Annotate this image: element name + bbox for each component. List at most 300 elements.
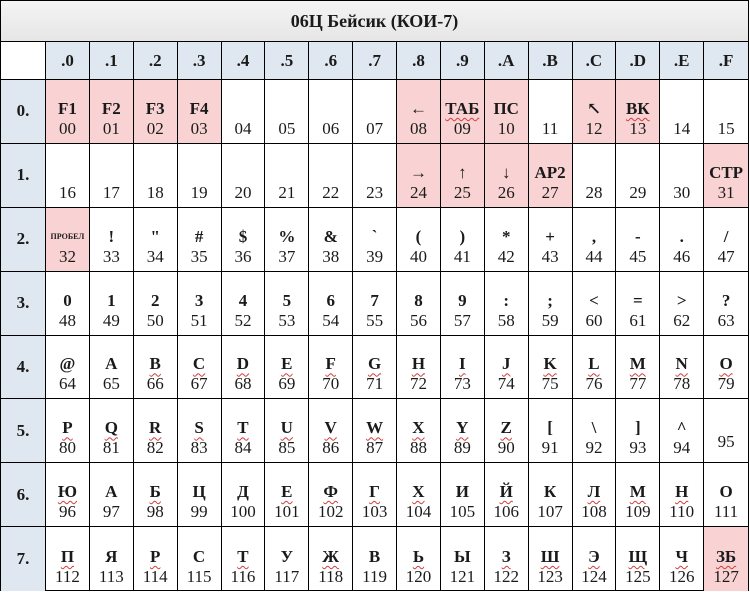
code-glyph: → (409, 162, 427, 182)
code-number: 126 (668, 567, 695, 586)
code-cell (353, 463, 397, 527)
code-number: 43 (541, 246, 559, 266)
code-cell (616, 272, 660, 336)
code-glyph: F (325, 354, 336, 374)
code-number: 116 (230, 567, 256, 586)
code-cell (441, 80, 485, 144)
code-glyph: F1 (57, 98, 77, 118)
code-number: 71 (366, 374, 384, 394)
code-cell (265, 336, 309, 400)
code-cell (265, 208, 309, 272)
code-cell (309, 144, 353, 208)
column-header: .2 (134, 42, 178, 80)
code-number: 76 (585, 374, 603, 394)
code-number: 61 (629, 310, 647, 330)
code-number: 24 (409, 182, 427, 202)
row-header: 0. (1, 80, 46, 144)
code-number: 13 (629, 118, 647, 138)
code-cell (704, 527, 748, 591)
code-number: 106 (493, 502, 519, 522)
code-glyph: 4 (238, 290, 248, 310)
code-number: 30 (673, 182, 691, 202)
code-number: 92 (585, 438, 603, 458)
code-number: 54 (322, 310, 340, 330)
code-number: 112 (55, 567, 80, 586)
code-cell (704, 272, 748, 336)
row-header: 1. (1, 144, 46, 208)
code-number: 48 (58, 310, 76, 330)
code-glyph: С (192, 547, 206, 566)
column-header: .5 (265, 42, 309, 80)
code-glyph: " (150, 226, 160, 246)
code-glyph: F3 (145, 98, 165, 118)
code-glyph: ) (459, 226, 466, 246)
code-glyph: M (629, 354, 646, 374)
code-number: 81 (102, 438, 120, 458)
code-glyph: У (280, 547, 294, 566)
code-glyph: Ю (57, 482, 78, 502)
code-cell (178, 399, 222, 463)
code-glyph: И (455, 482, 469, 502)
code-glyph: Q (104, 418, 118, 438)
code-glyph: Й (499, 482, 513, 502)
code-cell (265, 399, 309, 463)
code-cell (660, 399, 704, 463)
code-number: 51 (190, 310, 208, 330)
code-cell (309, 208, 353, 272)
code-cell (46, 144, 90, 208)
code-glyph: Б (149, 482, 161, 502)
code-glyph: @ (59, 354, 76, 374)
code-glyph: СТР (709, 162, 744, 182)
code-number: 38 (322, 246, 340, 266)
code-glyph: S (194, 418, 204, 438)
code-cell (529, 527, 573, 591)
code-glyph: I (459, 354, 466, 374)
code-cell (353, 527, 397, 591)
code-number: 49 (102, 310, 120, 330)
code-cell (660, 80, 704, 144)
code-cell (441, 463, 485, 527)
code-number: 20 (234, 182, 252, 202)
code-number: 65 (102, 374, 120, 394)
code-cell (397, 144, 441, 208)
code-glyph: Ш (540, 547, 560, 566)
code-glyph: ТАБ (445, 98, 480, 118)
code-cell (616, 527, 660, 591)
code-cell (309, 527, 353, 591)
code-number: 08 (409, 118, 427, 138)
code-cell (222, 463, 266, 527)
code-cell (90, 336, 134, 400)
code-glyph: Ж (322, 547, 340, 566)
code-number: 09 (453, 118, 471, 138)
table-corner (1, 42, 46, 80)
code-number: 125 (625, 567, 651, 586)
code-glyph: ! (108, 226, 115, 246)
code-number: 29 (629, 182, 647, 202)
code-number: 104 (405, 502, 432, 522)
code-cell (485, 144, 529, 208)
code-cell (660, 463, 704, 527)
code-number: 33 (102, 246, 120, 266)
code-glyph: ` (371, 226, 378, 246)
code-number: 11 (541, 118, 559, 138)
code-number: 94 (673, 438, 691, 458)
code-glyph: ^ (676, 418, 687, 438)
code-number: 93 (629, 438, 647, 458)
code-glyph: ? (721, 290, 731, 310)
code-cell (90, 144, 134, 208)
column-header: .1 (90, 42, 134, 80)
code-glyph: 5 (282, 290, 292, 310)
code-cell (309, 399, 353, 463)
code-number: 53 (278, 310, 296, 330)
code-cell (222, 399, 266, 463)
code-glyph: Y (456, 418, 469, 438)
code-cell (704, 80, 748, 144)
code-glyph: ; (547, 290, 553, 310)
code-cell (46, 80, 90, 144)
code-number: 04 (234, 118, 252, 138)
code-number: 18 (146, 182, 164, 202)
code-cell (616, 144, 660, 208)
code-number: 14 (673, 118, 691, 138)
code-number: 16 (58, 182, 76, 202)
code-glyph: ЗБ (715, 547, 737, 566)
code-number: 114 (142, 567, 168, 586)
code-number: 85 (278, 438, 296, 458)
code-cell (573, 399, 617, 463)
code-number: 58 (497, 310, 515, 330)
code-number: 88 (409, 438, 427, 458)
code-glyph: \ (591, 418, 597, 438)
code-number: 68 (234, 374, 252, 394)
code-glyph: В (368, 547, 381, 566)
code-number: 89 (453, 438, 471, 458)
code-cell (309, 272, 353, 336)
code-number: 120 (405, 567, 432, 586)
code-number: 79 (717, 374, 735, 394)
code-glyph: + (545, 226, 555, 246)
code-glyph: K (543, 354, 557, 374)
code-cell (485, 399, 529, 463)
code-number: 119 (362, 567, 387, 586)
code-glyph: P (62, 418, 73, 438)
code-glyph: К (543, 482, 557, 502)
code-glyph: Х (412, 482, 425, 502)
code-cell (178, 463, 222, 527)
code-number: 52 (234, 310, 252, 330)
code-glyph: Я (105, 547, 118, 566)
code-number: 121 (449, 567, 476, 586)
code-cell (222, 80, 266, 144)
code-cell (178, 144, 222, 208)
code-cell (46, 272, 90, 336)
code-glyph: B (149, 354, 161, 374)
code-glyph: * (501, 226, 511, 246)
code-number: 23 (366, 182, 384, 202)
code-glyph: J (501, 354, 511, 374)
table-title: 06Ц Бейсик (КОИ-7) (1, 1, 748, 42)
code-number: 124 (581, 567, 607, 586)
code-number: 110 (669, 502, 695, 522)
code-glyph: % (278, 226, 296, 246)
code-cell (529, 399, 573, 463)
code-glyph: 8 (414, 290, 423, 310)
code-glyph: Л (587, 482, 601, 502)
code-cell (46, 208, 90, 272)
code-cell (222, 208, 266, 272)
code-cell (90, 527, 134, 591)
code-number: 66 (146, 374, 164, 394)
code-cell (265, 272, 309, 336)
code-number: 32 (58, 246, 76, 266)
code-cell (616, 208, 660, 272)
code-glyph: / (723, 226, 729, 246)
code-glyph: G (367, 354, 382, 374)
code-cell (46, 463, 90, 527)
code-glyph: Щ (628, 547, 648, 566)
code-glyph: [ (547, 418, 553, 438)
code-cell (90, 80, 134, 144)
code-number: 34 (146, 246, 164, 266)
code-cell (616, 463, 660, 527)
code-cell (134, 527, 178, 591)
code-cell (529, 336, 573, 400)
code-number: 26 (497, 182, 515, 202)
column-header: .9 (441, 42, 485, 80)
code-cell (616, 336, 660, 400)
code-glyph: 9 (458, 290, 467, 310)
code-cell (704, 208, 748, 272)
code-cell (309, 80, 353, 144)
code-glyph: ВК (625, 98, 650, 118)
code-glyph: Ь (412, 547, 425, 566)
code-glyph: . (679, 226, 684, 246)
code-number: 28 (585, 182, 603, 202)
code-number: 55 (366, 310, 384, 330)
code-cell (573, 336, 617, 400)
code-cell (441, 527, 485, 591)
column-header: .3 (178, 42, 222, 80)
code-glyph: F4 (189, 98, 209, 118)
code-number: 122 (493, 567, 519, 586)
column-header: .A (485, 42, 529, 80)
code-glyph: Г (369, 482, 380, 502)
code-number: 21 (278, 182, 296, 202)
code-glyph: Ф (323, 482, 338, 502)
code-glyph: $ (238, 226, 248, 246)
code-number: 96 (58, 502, 76, 522)
code-glyph: & (323, 226, 338, 246)
code-cell (397, 463, 441, 527)
code-cell (529, 80, 573, 144)
code-cell (485, 272, 529, 336)
code-number: 77 (629, 374, 647, 394)
code-number: 101 (274, 502, 300, 522)
code-cell (90, 208, 134, 272)
code-glyph: O (719, 354, 733, 374)
code-cell (353, 272, 397, 336)
code-number: 10 (497, 118, 515, 138)
code-glyph: A (105, 354, 118, 374)
code-cell (397, 399, 441, 463)
code-number: 105 (449, 502, 476, 522)
code-number: 25 (453, 182, 471, 202)
code-cell (660, 336, 704, 400)
code-cell (529, 208, 573, 272)
code-cell (397, 527, 441, 591)
code-cell (441, 399, 485, 463)
code-glyph: Ч (675, 547, 688, 566)
code-glyph: ПРОБЕЛ (50, 231, 85, 241)
code-number: 35 (190, 246, 208, 266)
code-glyph: > (676, 290, 687, 310)
code-number: 99 (190, 502, 208, 522)
code-glyph: 2 (150, 290, 160, 310)
code-number: 03 (190, 118, 208, 138)
code-cell (704, 399, 748, 463)
code-number: 113 (98, 567, 124, 586)
code-number: 86 (322, 438, 340, 458)
code-glyph: Д (237, 482, 249, 502)
code-number: 108 (581, 502, 607, 522)
code-glyph: T (237, 418, 249, 438)
code-number: 42 (497, 246, 515, 266)
code-glyph: О (719, 482, 733, 502)
code-cell (353, 80, 397, 144)
code-cell (134, 399, 178, 463)
code-table-grid (1, 42, 748, 591)
code-glyph: 0 (63, 290, 72, 310)
code-number: 50 (146, 310, 164, 330)
code-number: 46 (673, 246, 691, 266)
code-number: 07 (366, 118, 384, 138)
code-glyph: : (503, 290, 510, 310)
code-cell (485, 463, 529, 527)
code-cell (529, 272, 573, 336)
code-cell (704, 144, 748, 208)
column-header: .E (660, 42, 704, 80)
code-glyph: R (149, 418, 162, 438)
code-cell (265, 527, 309, 591)
code-number: 107 (537, 502, 563, 522)
code-number: 97 (102, 502, 120, 522)
code-cell (573, 527, 617, 591)
code-number: 95 (717, 432, 735, 452)
code-cell (485, 80, 529, 144)
code-cell (46, 527, 90, 591)
column-header: .F (704, 42, 748, 80)
code-glyph: ↓ (501, 162, 511, 182)
code-glyph: X (412, 418, 425, 438)
code-number: 98 (146, 502, 164, 522)
code-number: 06 (322, 118, 340, 138)
code-cell (704, 463, 748, 527)
code-number: 72 (409, 374, 427, 394)
column-header: .C (573, 42, 617, 80)
code-glyph: < (589, 290, 599, 310)
code-glyph: V (324, 418, 337, 438)
row-header: 7. (1, 527, 46, 591)
code-glyph: Э (588, 547, 600, 566)
row-header: 4. (1, 336, 46, 400)
row-header: 5. (1, 399, 46, 463)
code-glyph: 3 (194, 290, 204, 310)
code-cell (46, 399, 90, 463)
code-glyph: Ц (192, 482, 206, 502)
code-glyph: L (588, 354, 600, 374)
code-cell (660, 272, 704, 336)
code-number: 19 (190, 182, 208, 202)
code-glyph: U (280, 418, 293, 438)
code-number: 15 (717, 118, 735, 138)
code-number: 80 (58, 438, 76, 458)
code-glyph: E (281, 354, 293, 374)
code-glyph: ( (415, 226, 422, 246)
code-glyph: C (192, 354, 206, 374)
code-cell (397, 336, 441, 400)
code-cell (134, 208, 178, 272)
code-cell (660, 208, 704, 272)
code-glyph: D (236, 354, 250, 374)
code-number: 87 (366, 438, 384, 458)
code-glyph: АР2 (534, 162, 566, 182)
code-glyph: N (675, 354, 688, 374)
code-cell (134, 336, 178, 400)
code-cell (529, 463, 573, 527)
code-cell (178, 272, 222, 336)
code-cell (265, 463, 309, 527)
row-header: 3. (1, 272, 46, 336)
code-glyph: ПС (493, 98, 519, 118)
code-number: 69 (278, 374, 296, 394)
code-number: 62 (673, 310, 691, 330)
code-number: 123 (537, 567, 563, 586)
code-number: 59 (541, 310, 559, 330)
code-number: 39 (366, 246, 384, 266)
code-number: 73 (453, 374, 471, 394)
code-cell (90, 399, 134, 463)
code-cell (485, 527, 529, 591)
code-glyph: З (501, 547, 511, 566)
code-number: 17 (102, 182, 120, 202)
code-number: 75 (541, 374, 559, 394)
code-cell (704, 336, 748, 400)
code-number: 12 (585, 118, 603, 138)
code-glyph: # (194, 226, 204, 246)
code-cell (90, 463, 134, 527)
code-number: 40 (409, 246, 427, 266)
code-glyph: , (591, 226, 597, 246)
code-glyph: 6 (326, 290, 335, 310)
code-cell (178, 208, 222, 272)
code-cell (309, 336, 353, 400)
code-cell (441, 144, 485, 208)
code-glyph: H (411, 354, 426, 374)
code-number: 57 (453, 310, 471, 330)
code-number: 36 (234, 246, 252, 266)
row-header: 6. (1, 463, 46, 527)
code-cell (397, 272, 441, 336)
code-glyph: ↑ (458, 162, 467, 182)
code-cell (616, 399, 660, 463)
code-number: 118 (318, 567, 344, 586)
code-number: 115 (186, 567, 212, 586)
code-glyph: 7 (370, 290, 379, 310)
code-number: 111 (713, 502, 739, 522)
